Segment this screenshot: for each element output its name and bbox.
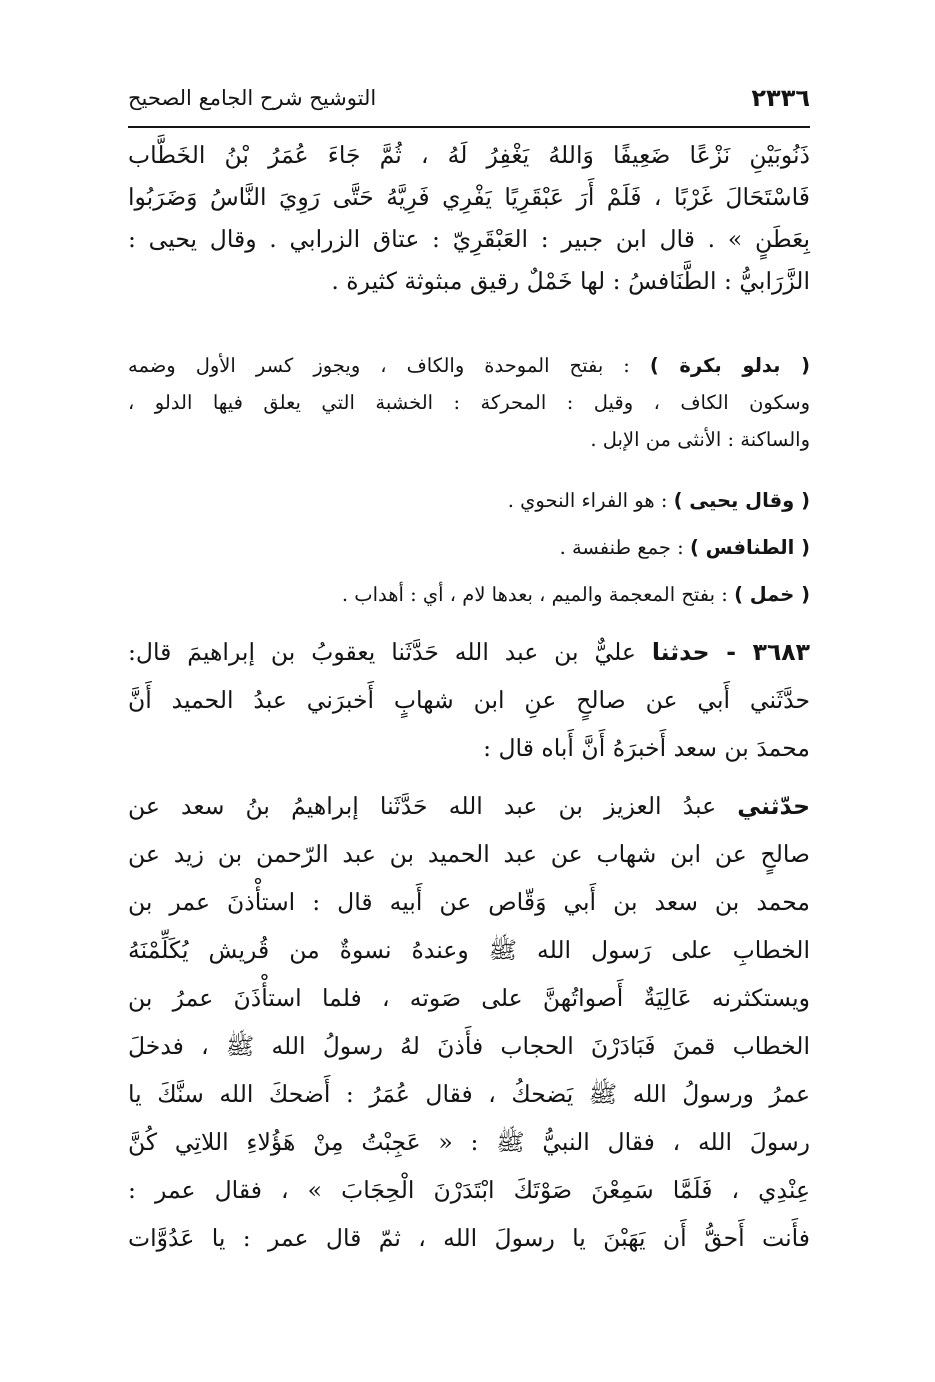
narration-line: عِنْدِي ، فَلَمَّا سَمِعْنَ صَوْتَكَ ابْتَدَرْنَ الْحِجَابَ » ، فقال عمر : [128,1176,810,1204]
note-label: ( بدلو بكرة ) [649,354,810,377]
note-text: : بفتح الموحدة والكاف ، ويجوز كسر الأول وضمه [128,354,630,377]
narration-line [128,792,810,820]
gloss-text: : جمع طنفسة . [559,536,684,559]
narration-line: ويستكثرنه عَالِيَةٌ أَصواتُهنَّ على صَوته ، فلما استأْذَنَ عمرُ بن [128,984,810,1012]
narration-line: الخطابِ على رَسول الله ﷺ وعندهُ نسوةٌ من قُريش يُكَلِّمْنَهُ [128,936,810,964]
text-line: ذَنُوبَيْنِ نَزْعًا ضَعِيفًا وَاللهُ يَغْفِرُ لَهُ ، ثُمَّ جَاءَ عُمَرُ بْنُ الخَطَّاب [128,141,810,169]
gloss-text: : بفتح المعجمة والميم ، بعدها لام ، أي : أهداب . [341,583,728,606]
text-line: بِعَطَنٍ » . قال ابن جبير : العَبْقَرِيّ : عتاق الزرابي . وقال يحيى : [128,225,810,253]
header-divider [128,126,810,128]
hadith-number: ٣٦٨٣ - حدثنا [651,638,810,666]
narration-text: عبدُ العزيز بن عبد الله حَدَّثَنا إبراهيمُ بنُ سعد عن [128,792,717,820]
gloss-label: ( وقال يحيى ) [673,489,810,512]
note-line: وسكون الكاف ، وقيل : المحركة : الخشبة التي يعلق فيها الدلو ، [128,391,810,414]
hadith-line [128,638,810,666]
chain-opening: حدّثني [737,792,810,820]
gloss-label: ( خمل ) [734,583,810,606]
page-number: ٢٣٣٦ [751,84,810,112]
text-line: فَاسْتَحَالَ غَرْبًا ، فَلَمْ أَرَ عَبْقَرِيًا يَفْرِي فَرِيَّهُ حَتَّى رَوِيَ النَّاسُ وَضَرَبُوا [128,183,810,211]
gloss-text: : هو الفراء النحوي . [507,489,668,512]
narration-line: الخطاب قمنَ فَبَادَرْنَ الحجاب فأَذنَ لهُ رسولُ الله ﷺ ، فدخلَ [128,1032,810,1060]
gloss-line [128,583,810,606]
narration-line: فأَنت أَحقُّ أَن يَهَبْنَ يا رسولَ الله ، ثمّ قال عمر : يا عَدُوَّات [128,1224,811,1252]
hadith-line: حدَّثَني أَبي عن صالحٍ عنِ ابن شهابٍ أَخبرَني عبدُ الحميد أَنَّ [128,686,810,714]
narration-line: عمرُ ورسولُ الله ﷺ يَضحكُ ، فقال عُمَرُ : أَضحكَ الله سنَّكَ يا [128,1080,810,1108]
narration-line: صالحٍ عن ابن شهاب عن عبد الحميد بن عبد الرّحمن بن زيد عن [128,840,810,868]
hadith-line: محمدَ بن سعد أَخبرَهُ أَنَّ أَباه قال : [483,734,810,762]
gloss-label: ( الطنافس ) [689,536,810,559]
note-line [128,354,810,377]
narration-line: رسولَ الله ، فقال النبيُّ ﷺ : « عَجِبْتُ مِنْ هَؤُلاءِ اللاتِي كُنَّ [128,1128,810,1156]
gloss-line [128,536,810,559]
text-line: الزَّرَابيُّ : الطَّنَافسُ : لها خَمْلٌ رقيق مبثوثة كثيرة . [331,267,810,295]
hadith-text: عليٌّ بن عبد الله حَدَّثَنا يعقوبُ بن إبراهيمَ قال: [128,638,636,666]
running-title: التوشيح شرح الجامع الصحيح [128,86,377,110]
narration-line: محمد بن سعد بن أَبي وَقّاص عن أَبيه قال : استأْذنَ عمر بن [128,888,810,916]
page-header [128,82,810,126]
note-line: والساكنة : الأنثى من الإبل . [590,428,810,451]
gloss-line [128,489,810,512]
